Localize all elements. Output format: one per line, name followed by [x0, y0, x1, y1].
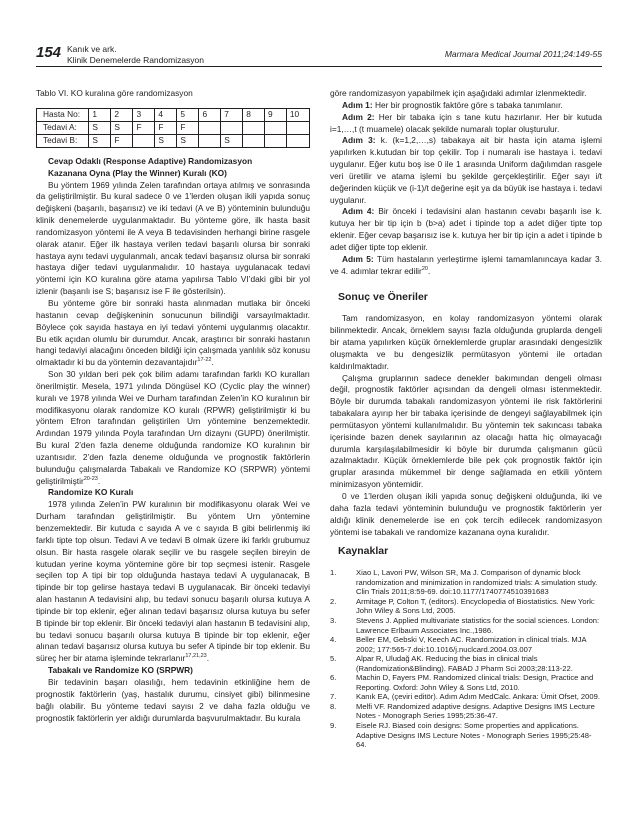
- reference-item: [330, 692, 602, 702]
- table-cell: F: [177, 121, 199, 134]
- paragraph: Çalışma gruplarının sadece denekler bakımından dengeli olması değil, prognostik faktörler açısından da dengeli olması istenmektedir. Böyle bir durumda tabakalı randomizasyon yöntemi ile risk faktörlerini tabakalara ayırıp her bir tabaka içerisinde de dengeyi sağlayabilmek için permütasyon yöntemi kullanılmalıdır. Bu yöntemin tek sakıncası tabaka içerisinde bazen denek sayılarının az olacağı hatta hiç olmayacağı durumla karşılaşılabilmesidir ki böyle bir durumda çalışmanın gücü azalmaktadır. Küçük örneklemlerde bile pek çok prognostik faktör için gruplar arasında mükemmel bir denge sağlamada en etkili yöntem minimizasyon yöntemidir.: [330, 372, 602, 490]
- reference-number: 7.: [330, 692, 337, 702]
- step-label: Adım 5:: [342, 253, 374, 264]
- section-heading-play-the-winner: Kazanana Oyna (Play the Winner) Kuralı (KO): [48, 167, 227, 178]
- section-heading-references: Kaynaklar: [338, 545, 389, 558]
- paragraph: Son 30 yıldan beri pek çok bilim adamı tarafından farklı KO kuralları önerilmiştir. Mesela, 1971 yılında Döngüsel KO (Cyclic play the winner) kuralı ve 1978 yılında Wei ve Durham tarafından Zelen’in KO kuralının bir modifikasyonu olarak randomize KO kuralı (RPWR) geliştirilmiştir ki bu yöntem Efron tarafından geliştirilen Urn yöntemine benzemektedir. Ardından 1979 yılında Poyla tarafından Urn dizaynı (GUPD) önerilmiştir. Bu kural 2’den fazla deneme olduğunda randomize KO kuralının bir uzantısıdır. 2’den fazla deneme olduğunda ve prognostik faktörlerin bulunduğu çalışmalarda Tabakalı ve Randomize KO (SRPWR) yöntemi geliştirilmiştir$^{20-23}$.: [36, 369, 310, 486]
- step-list: [330, 100, 602, 278]
- section-heading-randomized-ko: Randomize KO Kuralı: [48, 487, 134, 498]
- reference-list: [330, 568, 602, 749]
- table-cell: [221, 121, 243, 134]
- step-text: Her bir tabaka için s tane kutu hazırlanır. Her bir kutuda i=1,…,t (t muamele) olacak şekilde numaralı toplar oluşturulur.: [330, 111, 602, 134]
- step-paragraph: [330, 100, 602, 112]
- step-text: Her bir prognostik faktöre göre s tabaka tanımlanır.: [374, 99, 563, 110]
- table-cell: [265, 121, 287, 134]
- table-cell: 10: [286, 108, 309, 121]
- reference-text: Machin D, Fayers PM. Randomized clinical trials: Design, Practice and Reporting. Oxford: John Wiley & Sons Ltd, 2010.: [356, 673, 594, 692]
- table-cell: F: [111, 134, 133, 147]
- reference-item: [330, 568, 602, 597]
- step-label: Adım 2:: [342, 111, 375, 122]
- table-cell: [286, 121, 309, 134]
- section-heading-response-adaptive: Cevap Odaklı (Response Adaptive) Randomizasyon: [48, 155, 253, 166]
- running-head-authors: Kanık ve ark.: [67, 44, 117, 54]
- row-label: Hasta No:: [37, 108, 89, 121]
- table-cell: S: [89, 121, 111, 134]
- table-cell: 7: [221, 108, 243, 121]
- right-column: [330, 88, 602, 750]
- reference-item: [330, 654, 602, 673]
- table-cell: S: [155, 134, 177, 147]
- reference-text: Stevens J. Applied multivariate statistics for the social sciences. London: Lawrence Erlbaum Associates Inc.,1986.: [356, 615, 600, 635]
- table-cell: [286, 134, 309, 147]
- paragraph: 1978 yılında Zelen’in PW kuralının bir modifikasyonu olarak Wei ve Durham tarafından geliştirilmiştir. Bu yöntem Urn yöntemine benzemektedir. Bir kutuda c sayıda A ve c sayıda B gibi belirlenmiş iki farklı tipte top olsun. Tedavi A ve tedavi B olmak üzere iki farklı grubumuz olsun. Bir hasta rasgele olarak seçilir ve bu rasgele seçilen bireyin de kutudan yerine koyma yöntemine göre bir top seçmesi istenir. Rasgele seçilen top A tipi bir top olduğunda hastaya tedavi A uygulanacak, B tipinde bir top gelirse hastaya tedavi B uygulanacak. Bir önceki tedaviyi alan hastanın A tedavisini alıp, bu tedavi sonucu başarılı olursa kutuya A tipinde bir top eklenir, eğer alınan tedavi başarısız olursa kutuya bu sefer B tipinde bir top eklenir. Bir önceki tedaviyi alan hastanın B tedavisini alıp, bu tedavi sonucu başarılı olursa kutuya B tipinde bir top eklenir, eğer alınan tedavi başarısız olursa kutuya bu sefer A tipinde bir top eklenir. Bu süreç her bir atama işleminde tekrarlanır$^{17,21,23}$.: [36, 499, 310, 664]
- table-cell: [199, 134, 221, 147]
- reference-text: Eisele RJ. Biased coin designs: Some properties and applications. Adaptive Designs IMS Lecture Notes - Monograph Series 1995;25:48-64.: [356, 720, 592, 750]
- table-cell: 3: [133, 108, 155, 121]
- reference-number: 9.: [330, 720, 337, 730]
- table-caption: Tablo VI. KO kuralına göre randomizasyon: [36, 88, 193, 98]
- reference-item: [330, 635, 602, 654]
- citation: 20-23: [83, 475, 98, 482]
- reference-item: [330, 721, 602, 750]
- reference-text: Kanık EA, (çeviri editör). Adım Adım MedCalc. Ankara: Ümit Ofset, 2009.: [356, 692, 600, 702]
- reference-text: Beller EM, Gebski V, Keech AC. Randomization in clinical trials. MJA 2002; 177:565-7.doi:10.1016/j.nuclcard.2004.03.007: [356, 635, 587, 654]
- reference-number: 6.: [330, 673, 337, 683]
- table-row: [37, 108, 310, 121]
- table-cell: 8: [243, 108, 265, 121]
- reference-item: [330, 616, 602, 635]
- section-heading-conclusions: Sonuç ve Öneriler: [338, 290, 428, 303]
- reference-number: 8.: [330, 701, 337, 711]
- reference-text: Alpar R, Uludağ AK. Reducing the bias in clinical trials (Randomization&Blinding). FABAD J Pharm Sci 2003;28:113-22.: [356, 654, 573, 673]
- citation: 17,21,23: [185, 653, 207, 660]
- step-text: k. (k=1,2,…,s) tabakaya ait bir hasta için atama işlemi yapılırken k.kutudan bir top çekilir. Top i numaralı ise hastaya i. tedavi uygulanır. Eğer kutu boş ise 0 ile 1 arasında Uniform dağılımdan rasgele veri üretilir ve atama işlemi bu şekilde gerçekleştirilir. Eğer sayı i/t değerinden küçük ve (i-1)/t değerine eşit ya da büyük ise hastaya i. tedavi uygulanır.: [330, 135, 602, 205]
- table-cell: 5: [177, 108, 199, 121]
- reference-item: [330, 673, 602, 692]
- table-cell: F: [155, 121, 177, 134]
- table-cell: 1: [89, 108, 111, 121]
- reference-number: 3.: [330, 615, 337, 625]
- table-cell: S: [177, 134, 199, 147]
- reference-text: Armitage P, Colton T, (editors). Encyclopedia of Biostatistics. New York: John Wiley & Sons Ltd, 2005.: [356, 596, 596, 616]
- table-cell: [243, 121, 265, 134]
- citation: 20: [421, 265, 428, 272]
- table-cell: [243, 134, 265, 147]
- reference-text: Melfi VF. Randomized adaptive designs. Adaptive Designs IMS Lecture Notes - Monograph Series 1995;25:36-47.: [356, 701, 595, 721]
- step-label: Adım 3:: [342, 135, 376, 146]
- table-cell: 2: [111, 108, 133, 121]
- table-cell: [133, 134, 155, 147]
- reference-item: [330, 597, 602, 616]
- reference-number: 1.: [330, 568, 337, 578]
- reference-item: [330, 702, 602, 721]
- paragraph: Bir tedavinin başarı olasılığı, hem tedavinin etkinliğine hem de prognostik faktörlerin (yaş, hastalık durumu, cinsiyet gibi) bilinmesine bağlı olabilir. Bu yönteme tedavi sayısı 2 ve daha fazla olduğu ve prognostik faktörlerin yer aldığı durumlarda başvurulmaktadır. Bu kurala: [36, 676, 310, 723]
- row-label: Tedavi B:: [37, 134, 89, 147]
- step-paragraph: [330, 112, 602, 136]
- table-cell: 6: [199, 108, 221, 121]
- table-cell: [199, 121, 221, 134]
- left-column: [36, 88, 310, 724]
- step-paragraph: [330, 135, 602, 206]
- table-cell: S: [111, 121, 133, 134]
- table-cell: S: [89, 134, 111, 147]
- citation: 17-22: [197, 357, 212, 364]
- paragraph: Tam randomizasyon, en kolay randomizasyon yöntemi olarak bilinmektedir. Ancak, örneklem sayısı fazla olduğunda gruplarda dengeli bir atama yapılırken küçük örneklemlerde gruplar arasındaki dengesizlik oluşmakta ve bu dengesizlik permütasyon yöntemi ile ortadan kaldırılmaktadır.: [330, 313, 602, 371]
- reference-number: 4.: [330, 635, 337, 645]
- step-label: Adım 4:: [342, 206, 375, 217]
- table-cell: [265, 134, 287, 147]
- paragraph: göre randomizasyon yapabilmek için aşağıdaki adımlar izlenmektedir.: [330, 88, 587, 98]
- table-cell: S: [221, 134, 243, 147]
- step-text: Tüm hastaların yerleştirme işlemi tamamlanıncaya kadar 3. ve 4. adımlar tekrar edilir: [330, 253, 602, 276]
- paragraph: 0 ve 1’lerden oluşan ikili yapıda sonuç değişkeni olduğunda, iki ve daha fazla tedavi yönteminin bulunduğu ve prognostik faktörlerin yer aldığı klinik denemelerde ise en çok tercih edilecek randomizasyon yöntemi ise tabakalı ve randomize kazanana oyna kuralıdır.: [330, 491, 602, 537]
- step-paragraph: Adım 5: Tüm hastaların yerleştirme işlemi tamamlanıncaya kadar 3. ve 4. adımlar tekrar edilir$^{20}$.: [330, 253, 602, 276]
- paragraph: Bu yöntem 1969 yılında Zelen tarafından ortaya atılmış ve sonrasında da geliştirilmiştir. Bu kural sadece 0 ve 1’lerden oluşan ikili yapıda sonuç değişkeni (başarılı, başarısız) ve iki tedavi (A ve B) yönteminin bulunduğu klinik denemelerde uygulanmaktadır. Bu yönteme göre, ilk hasta basit randomizasyon yöntemi ile A veya B tedavisinden herhangi birine rasgele olarak atanır. Eğer ilk hastaya verilen tedavi başarılı olursa bir sonraki hastaya aynı tedavi uygulanmalı, ancak tedavi başarısız olursa bir sonraki hastaya diğer tedavi uygulanmalıdır. 10 hastaya uygulanacak tedavi yöntemi için KO kuralına göre atama yapılırsa Tablo VI’daki gibi bir yol izlenir (başarılı ise S; başarısız ise F ile gösterilsin).: [36, 179, 310, 297]
- table-cell: 4: [155, 108, 177, 121]
- header-divider: [36, 66, 602, 67]
- table-row: [37, 134, 310, 147]
- reference-number: 5.: [330, 654, 337, 664]
- randomization-table: [36, 108, 310, 148]
- step-text: Bir önceki i tedavisini alan hastanın cevabı başarılı ise k. kutuya her bir tip için b (b>a) adet i tipinde top a adet diğer tipte top eklenir. Eğer cevap başarısız ise k. kutuya her bir tip için a adet i tipinde b adet diğer tipte top eklenir.: [330, 206, 602, 252]
- reference-text: Xiao L, Lavori PW, Wilson SR, Ma J. Comparison of dynamic block randomization and minimization in randomized trials: A simulation study. Clin Trials 2011;8:59-69. doi:10.1177/1740774510391683: [356, 568, 598, 597]
- table-row: [37, 121, 310, 134]
- paragraph: Bu yönteme göre bir sonraki hasta alınmadan mutlaka bir önceki hastanın cevap değişkeninin sonucunun bilindiği varsayılmaktadır. Böylece çok sayıda hastaya en iyi tedavi yöntemi uygulanmış olacaktır. Bu etik açıdan olumlu bir durumdur. Ancak, araştırıcı bir sonraki hastanın hangi tedaviyi alacağını önceden bildiği için çalışmada yanlılık söz konusu olmaktadır ki bu da yöntemin dezavantajıdır$^{17-22}$.: [36, 297, 310, 368]
- running-head: [67, 44, 204, 65]
- section-heading-srpwr: Tabakalı ve Randomize KO (SRPWR): [48, 665, 193, 676]
- running-head-title: Klinik Denemelerde Randomizasyon: [67, 54, 205, 65]
- table-cell: F: [133, 121, 155, 134]
- step-paragraph: [330, 206, 602, 253]
- reference-number: 2.: [330, 596, 337, 606]
- table-cell: 9: [265, 108, 287, 121]
- page-number: 154: [36, 44, 62, 61]
- step-label: Adım 1:: [342, 99, 373, 110]
- row-label: Tedavi A:: [37, 121, 89, 134]
- journal-citation: Marmara Medical Journal 2011;24:149-55: [444, 49, 602, 59]
